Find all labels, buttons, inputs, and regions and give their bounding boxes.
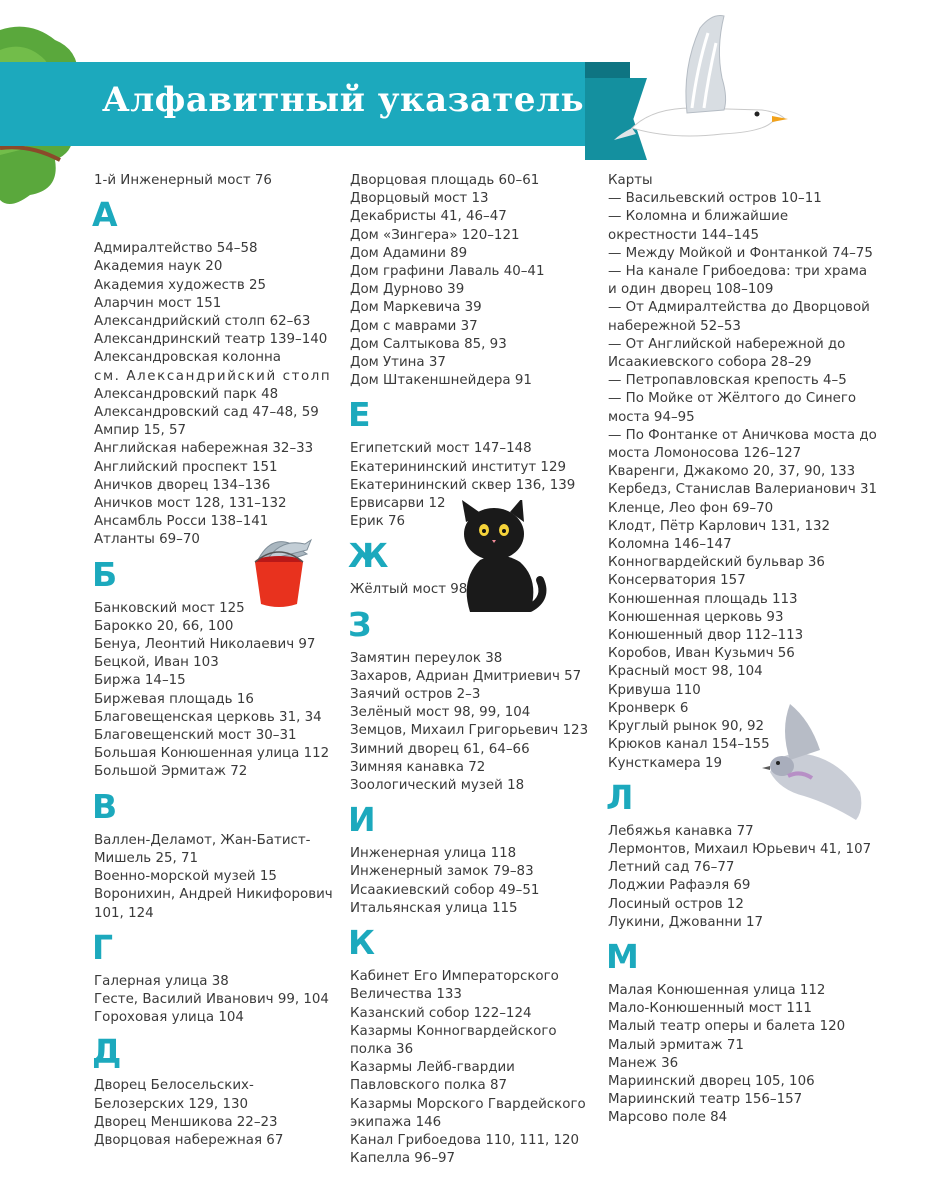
index-column-2 <box>350 172 590 1168</box>
index-entry: Ервисарви 12 <box>350 496 446 512</box>
index-entry: Дом Маркевича 39 <box>350 300 482 316</box>
section-letter: К <box>348 923 375 963</box>
index-entry: Лосиный остров 12 <box>608 896 744 912</box>
index-entry: Кривуша 110 <box>608 682 701 698</box>
index-entry: Александровский парк 48 <box>94 386 279 402</box>
index-entry: Исаакиевский собор 49–51 <box>350 882 540 898</box>
index-entry: Канал Грибоедова 110, 111, 120 <box>350 1132 580 1148</box>
index-entry: Зелёный мост 98, 99, 104 <box>350 705 531 721</box>
index-entry: — Между Мойкой и Фонтанкой 74–75 <box>608 245 873 261</box>
index-entry: Консерватория 157 <box>608 573 746 589</box>
index-entry: Мало-Конюшенный мост 111 <box>608 1001 812 1017</box>
index-entry: Александровский сад 47–48, 59 <box>94 405 319 421</box>
index-entry: Валлен-Деламот, Жан-Батист-Мишель 25, 71 <box>94 832 311 866</box>
index-entry: — Васильевский остров 10–11 <box>608 191 822 207</box>
index-column-3 <box>608 172 878 1128</box>
index-entry: Инженерный замок 79–83 <box>350 864 534 880</box>
index-entry: Карты <box>608 173 653 188</box>
index-entry: — На канале Грибоедова: три храма и один дворец 108–109 <box>608 264 868 298</box>
index-entry: Мариинский дворец 105, 106 <box>608 1073 815 1089</box>
index-entry: Дом Салтыкова 85, 93 <box>350 336 507 352</box>
index-entry: Дом Утина 37 <box>350 355 446 371</box>
index-entry: Дом с маврами 37 <box>350 318 478 334</box>
section-letter: И <box>348 800 376 840</box>
index-entry: — По Мойке от Жёлтого до Синего моста 94–95 <box>608 391 857 425</box>
index-entry: Коломна 146–147 <box>608 537 732 553</box>
section-letter: М <box>606 936 639 976</box>
index-entry: Конюшенный двор 112–113 <box>608 628 804 644</box>
index-entry: Ерик 76 <box>350 514 406 530</box>
index-entry: Капелла 96–97 <box>350 1151 456 1167</box>
index-entry: Манеж 36 <box>608 1055 679 1071</box>
index-entry: Екатерининский институт 129 <box>350 459 566 475</box>
section-letter: Б <box>92 554 118 594</box>
index-entry: Клодт, Пётр Карлович 131, 132 <box>608 518 831 534</box>
index-entry: Гесте, Василий Иванович 99, 104 <box>94 991 329 1007</box>
index-entry: — Петропавловская крепость 4–5 <box>608 373 847 389</box>
index-entry: Захаров, Адриан Дмитриевич 57 <box>350 668 582 684</box>
index-entry: Благовещенская церковь 31, 34 <box>94 709 322 725</box>
index-entry: Казармы Конногвардейского полка 36 <box>350 1023 557 1057</box>
index-entry: Дом «Зингера» 120–121 <box>350 227 520 243</box>
index-entry: Зимний дворец 61, 64–66 <box>350 741 530 757</box>
index-entry: Аничков мост 128, 131–132 <box>94 496 287 512</box>
index-entry: Аничков дворец 134–136 <box>94 477 271 493</box>
index-entry: Биржа 14–15 <box>94 673 186 689</box>
index-entry: Банковский мост 125 <box>94 600 245 616</box>
index-entry: Екатерининский сквер 136, 139 <box>350 477 576 493</box>
index-entry: Благовещенский мост 30–31 <box>94 728 297 744</box>
seagull-icon <box>612 8 792 148</box>
index-entry: Крюков канал 154–155 <box>608 737 770 753</box>
index-entry: Дворцовая набережная 67 <box>94 1132 284 1148</box>
index-entry: Бецкой, Иван 103 <box>94 655 219 671</box>
index-entry: Конногвардейский бульвар 36 <box>608 555 825 571</box>
index-entry: Дворец Белосельских-Белозерских 129, 130 <box>94 1078 254 1112</box>
index-column-1 <box>94 172 339 1150</box>
index-entry: Декабристы 41, 46–47 <box>350 209 507 225</box>
index-entry: Малый эрмитаж 71 <box>608 1037 744 1053</box>
index-entry: Конюшенная площадь 113 <box>608 591 798 607</box>
index-entry: Лукини, Джованни 17 <box>608 914 764 930</box>
section-letter: В <box>92 786 118 826</box>
index-entry: Лоджии Рафаэля 69 <box>608 878 751 894</box>
index-entry: — По Фонтанке от Аничкова моста до моста Ломоносова 126–127 <box>608 427 877 462</box>
index-entry: — Коломна и ближайшие окрестности 144–145 <box>608 209 789 243</box>
index-entry: Большая Конюшенная улица 112 <box>94 746 330 762</box>
index-entry: Дом графини Лаваль 40–41 <box>350 264 545 280</box>
index-entry: Ампир 15, 57 <box>94 423 187 439</box>
index-entry: Академия художеств 25 <box>94 277 267 293</box>
index-entry: Лебяжья канавка 77 <box>608 823 754 839</box>
index-entry: Ансамбль Росси 138–141 <box>94 514 269 530</box>
page-title: Алфавитный указатель <box>102 80 585 120</box>
index-entry: Инженерная улица 118 <box>350 846 517 862</box>
index-entry: Кунсткамера 19 <box>608 755 722 771</box>
index-entry: Кленце, Лео фон 69–70 <box>608 500 774 516</box>
index-entry: Гороховая улица 104 <box>94 1010 244 1026</box>
index-entry: см. Александрийский столп <box>94 368 332 384</box>
index-entry: Зоологический музей 18 <box>350 778 525 794</box>
index-entry: Казармы Морского Гвардейского экипажа 146 <box>350 1096 586 1130</box>
index-entry: Биржевая площадь 16 <box>94 691 254 707</box>
section-letter: Л <box>606 777 634 817</box>
index-entry: Египетский мост 147–148 <box>350 441 532 457</box>
index-entry: Аларчин мост 151 <box>94 295 222 311</box>
index-entry: Малая Конюшенная улица 112 <box>608 982 826 998</box>
index-entry: Кронверк 6 <box>608 700 689 716</box>
index-entry: Казанский собор 122–124 <box>350 1005 532 1021</box>
index-entry: Заячий остров 2–3 <box>350 687 481 703</box>
index-entry: Английский проспект 151 <box>94 459 278 475</box>
index-entry: Коробов, Иван Кузьмич 56 <box>608 646 795 662</box>
index-entry: Дворцовая площадь 60–61 <box>350 173 540 188</box>
index-entry: Кабинет Его Императорского Величества 133 <box>350 969 559 1003</box>
index-entry: Летний сад 76–77 <box>608 860 735 876</box>
index-entry: Атланты 69–70 <box>94 532 200 548</box>
index-entry: Дворцовый мост 13 <box>350 191 489 207</box>
section-letter: Е <box>348 395 371 435</box>
section-letter: А <box>92 195 118 235</box>
section-letter: Д <box>92 1032 122 1072</box>
index-entry: Малый театр оперы и балета 120 <box>608 1019 846 1035</box>
index-entry: Конюшенная церковь 93 <box>608 609 784 625</box>
index-entry: Казармы Лейб-гвардии Павловского полка 87 <box>350 1060 515 1094</box>
index-entry: Кербедз, Станислав Валерианович 31 <box>608 482 878 498</box>
index-entry: Замятин переулок 38 <box>350 650 503 666</box>
index-entry: Итальянская улица 115 <box>350 900 518 916</box>
index-entry: Земцов, Михаил Григорьевич 123 <box>350 723 589 739</box>
index-entry: Дом Дурново 39 <box>350 282 465 298</box>
index-entry: Военно-морской музей 15 <box>94 869 277 885</box>
index-entry: Дом Адамини 89 <box>350 245 468 261</box>
index-entry: 1-й Инженерный мост 76 <box>94 173 272 188</box>
index-entry: Воронихин, Андрей Никифорович 101, 124 <box>94 887 333 921</box>
index-entry: Александрийский столп 62–63 <box>94 314 311 330</box>
index-entry: Галерная улица 38 <box>94 973 229 989</box>
index-entry: Красный мост 98, 104 <box>608 664 763 680</box>
index-entry: Мариинский театр 156–157 <box>608 1092 803 1108</box>
index-entry: Дворец Меншикова 22–23 <box>94 1114 278 1130</box>
index-entry: Лермонтов, Михаил Юрьевич 41, 107 <box>608 841 872 857</box>
index-entry: Александровская колонна <box>94 350 281 366</box>
index-entry: — От Адмиралтейства до Дворцовой набережной 52–53 <box>608 300 870 334</box>
index-entry: Большой Эрмитаж 72 <box>94 764 248 780</box>
index-entry: Адмиралтейство 54–58 <box>94 241 258 257</box>
index-entry: Александринский театр 139–140 <box>94 332 328 348</box>
index-entry: Академия наук 20 <box>94 259 223 275</box>
index-entry: Барокко 20, 66, 100 <box>94 618 234 634</box>
index-entry: Английская набережная 32–33 <box>94 441 314 457</box>
index-entry: Бенуа, Леонтий Николаевич 97 <box>94 637 316 653</box>
index-entry: Зимняя канавка 72 <box>350 759 486 775</box>
index-entry: — От Английской набережной до Исаакиевского собора 28–29 <box>608 336 846 371</box>
section-letter: З <box>348 604 372 644</box>
index-entry: Марсово поле 84 <box>608 1110 728 1126</box>
section-letter: Ж <box>348 536 389 576</box>
index-entry: Жёлтый мост 98 <box>350 582 468 598</box>
index-entry: Круглый рынок 90, 92 <box>608 719 765 735</box>
index-entry: Дом Штакеншнейдера 91 <box>350 373 532 389</box>
index-entry: Кваренги, Джакомо 20, 37, 90, 133 <box>608 464 856 480</box>
section-letter: Г <box>92 927 114 967</box>
